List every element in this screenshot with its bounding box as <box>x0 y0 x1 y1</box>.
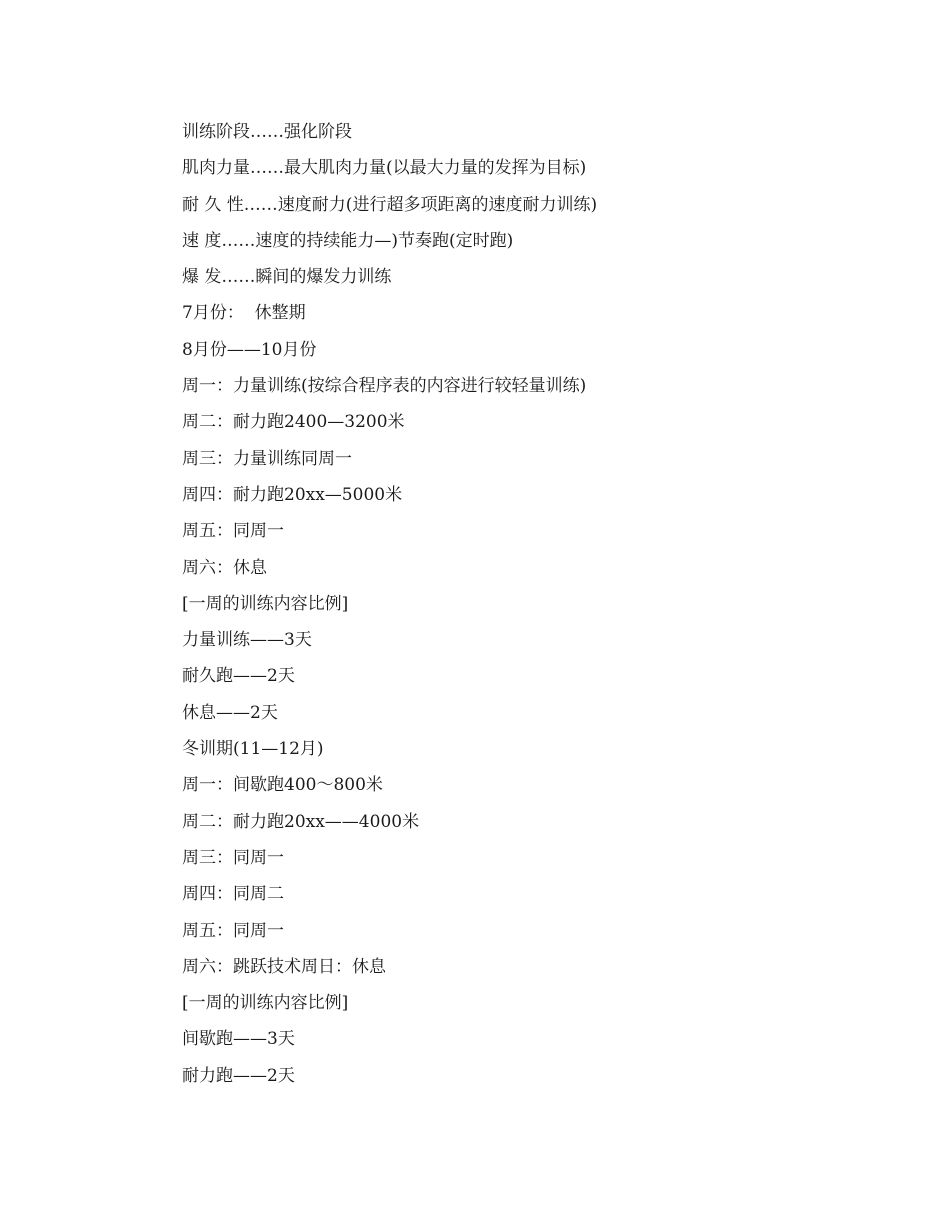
text-line-speed: 速 度……速度的持续能力—)节奏跑(定时跑) <box>182 230 514 251</box>
text-line-thursday-2: 周四：同周二 <box>182 884 284 905</box>
text-line-monday-2: 周一：间歇跑400～800米 <box>182 775 383 796</box>
text-line-wednesday-1: 周三：力量训练同周一 <box>182 448 352 469</box>
text-line-winter-training: 冬训期(11—12月) <box>182 739 324 760</box>
text-line-monday-1: 周一：力量训练(按综合程序表的内容进行较轻量训练) <box>182 376 587 397</box>
text-line-endurance: 耐 久 性……速度耐力(进行超多项距离的速度耐力训练) <box>182 194 598 215</box>
text-line-july: 7月份： 休整期 <box>182 303 306 324</box>
text-line-rest-days: 休息——2天 <box>182 702 278 723</box>
text-line-endurance-days: 耐久跑——2天 <box>182 666 295 687</box>
text-line-endurance-run-days: 耐力跑——2天 <box>182 1065 295 1086</box>
text-line-friday-1: 周五：同周一 <box>182 521 284 542</box>
text-line-explosive: 爆 发……瞬间的爆发力训练 <box>182 267 392 288</box>
text-line-thursday-1: 周四：耐力跑20xx—5000米 <box>182 484 403 505</box>
text-line-aug-oct: 8月份——10月份 <box>182 339 317 360</box>
text-line-tuesday-2: 周二：耐力跑20xx——4000米 <box>182 811 420 832</box>
document-body <box>182 114 882 1094</box>
text-line-muscle-strength: 肌肉力量……最大肌肉力量(以最大力量的发挥为目标) <box>182 158 587 179</box>
text-line-wednesday-2: 周三：同周一 <box>182 847 284 868</box>
text-line-interval-days: 间歇跑——3天 <box>182 1029 295 1050</box>
text-line-ratio-heading-1: [一周的训练内容比例] <box>182 593 349 614</box>
text-line-strength-days: 力量训练——3天 <box>182 630 312 651</box>
text-line-friday-2: 周五：同周一 <box>182 920 284 941</box>
text-line-saturday-1: 周六：休息 <box>182 557 267 578</box>
text-line-stage: 训练阶段……强化阶段 <box>182 122 352 142</box>
text-line-saturday-2: 周六：跳跃技术周日：休息 <box>182 956 386 977</box>
text-line-tuesday-1: 周二：耐力跑2400—3200米 <box>182 412 405 433</box>
text-line-ratio-heading-2: [一周的训练内容比例] <box>182 993 349 1014</box>
